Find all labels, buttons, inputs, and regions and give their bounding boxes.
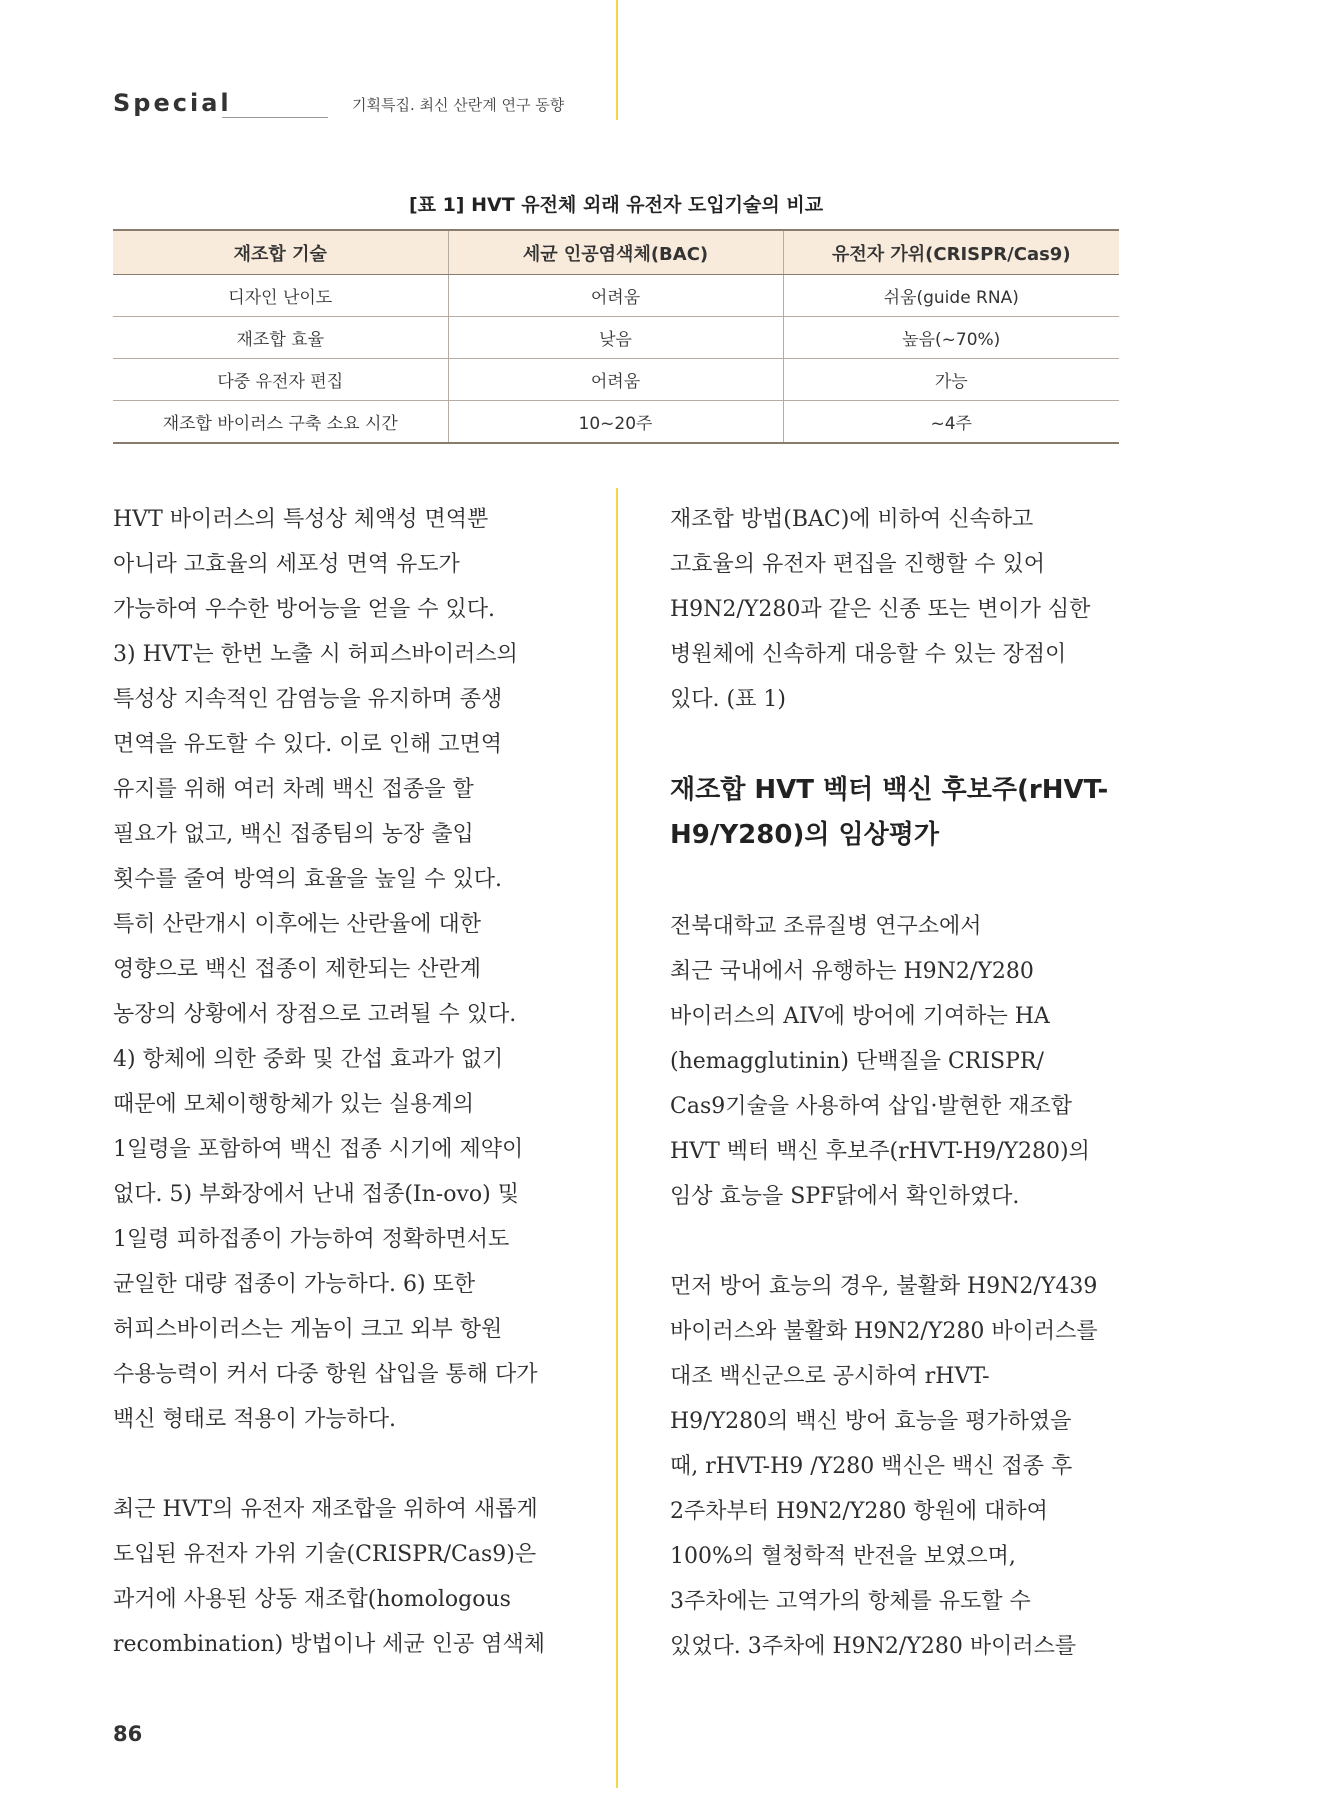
text-line: 없다. 5) 부화장에서 난내 접종(In-ovo) 및: [113, 1182, 519, 1207]
text-line: 아니라 고효율의 세포성 면역 유도가: [113, 552, 460, 577]
text-line: 필요가 없고, 백신 접종팀의 농장 출입: [113, 822, 474, 847]
text-line: H9N2/Y280과 같은 신종 또는 변이가 심한: [670, 597, 1091, 622]
right-column-intro: [670, 497, 1130, 722]
text-line: 면역을 유도할 수 있다. 이로 인해 고면역: [113, 732, 502, 757]
table-cell: 다중 유전자 편집: [113, 359, 448, 401]
text-line: 가능하여 우수한 방어능을 얻을 수 있다.: [113, 597, 495, 622]
table-cell: 재조합 바이러스 구축 소요 시간: [113, 401, 448, 444]
text-line: (hemagglutinin) 단백질을 CRISPR/: [670, 1049, 1044, 1074]
section-label: Special: [113, 89, 232, 117]
text-line: 고효율의 유전자 편집을 진행할 수 있어: [670, 552, 1045, 577]
text-line: 특히 산란개시 이후에는 산란율에 대한: [113, 912, 482, 937]
text-line: 도입된 유전자 가위 기술(CRISPR/Cas9)은: [113, 1542, 537, 1567]
table-cell: 높음(~70%): [783, 317, 1119, 359]
table-cell: 가능: [783, 359, 1119, 401]
paragraph-gap: [113, 1442, 573, 1487]
table-row: [113, 359, 1119, 401]
table-cell: 디자인 난이도: [113, 275, 448, 317]
text-line: 균일한 대량 접종이 가능하다. 6) 또한: [113, 1272, 476, 1297]
text-line: 재조합 방법(BAC)에 비하여 신속하고: [670, 507, 1034, 532]
text-line: HVT 바이러스의 특성상 체액성 면역뿐: [113, 507, 489, 532]
table-row: [113, 401, 1119, 444]
paragraph-gap: [670, 1219, 1130, 1264]
text-line: 먼저 방어 효능의 경우, 불활화 H9N2/Y439: [670, 1274, 1098, 1299]
text-line: 농장의 상황에서 장점으로 고려될 수 있다.: [113, 1002, 517, 1027]
section-heading: [670, 768, 1130, 858]
page-number: 86: [113, 1722, 143, 1746]
text-line: 임상 효능을 SPF닭에서 확인하였다.: [670, 1184, 1020, 1209]
table-row: [113, 275, 1119, 317]
text-line: 최근 HVT의 유전자 재조합을 위하여 새롭게: [113, 1497, 538, 1522]
body-paragraph: [113, 1487, 573, 1667]
table-header-cell: 유전자 가위(CRISPR/Cas9): [783, 230, 1119, 275]
text-line: 1일령 피하접종이 가능하여 정확하면서도: [113, 1227, 510, 1252]
text-line: 바이러스와 불활화 H9N2/Y280 바이러스를: [670, 1319, 1098, 1344]
body-paragraph: [670, 497, 1130, 722]
text-line: 영향으로 백신 접종이 제한되는 산란계: [113, 957, 482, 982]
text-line: 4) 항체에 의한 중화 및 간섭 효과가 없기: [113, 1047, 504, 1072]
text-line: 백신 형태로 적용이 가능하다.: [113, 1407, 396, 1432]
body-paragraph: [670, 1264, 1130, 1669]
heading-line: 재조합 HVT 벡터 백신 후보주(rHVT-: [670, 775, 1109, 805]
text-line: 횟수를 줄여 방역의 효율을 높일 수 있다.: [113, 867, 502, 892]
text-line: 수용능력이 커서 다중 항원 삽입을 통해 다가: [113, 1362, 538, 1387]
text-line: 바이러스의 AIV에 방어에 기여하는 HA: [670, 1004, 1050, 1029]
table-cell: ~4주: [783, 401, 1119, 444]
text-line: 때, rHVT-H9 /Y280 백신은 백신 접종 후: [670, 1454, 1073, 1479]
column-divider: [616, 488, 618, 1788]
header-rule: [222, 117, 328, 118]
text-line: 전북대학교 조류질병 연구소에서: [670, 914, 982, 939]
text-line: 2주차부터 H9N2/Y280 항원에 대하여: [670, 1499, 1048, 1524]
table-cell: 쉬움(guide RNA): [783, 275, 1119, 317]
body-paragraph: [670, 904, 1130, 1219]
heading-line: H9/Y280)의 임상평가: [670, 820, 939, 850]
text-line: Cas9기술을 사용하여 삽입·발현한 재조합: [670, 1094, 1072, 1119]
text-line: 대조 백신군으로 공시하여 rHVT-: [670, 1364, 990, 1389]
table-header-cell: 재조합 기술: [113, 230, 448, 275]
table-cell: 재조합 효율: [113, 317, 448, 359]
text-line: 100%의 혈청학적 반전을 보였으며,: [670, 1544, 1016, 1569]
text-line: 특성상 지속적인 감염능을 유지하며 종생: [113, 687, 503, 712]
table-row: [113, 317, 1119, 359]
text-line: 있었다. 3주차에 H9N2/Y280 바이러스를: [670, 1634, 1077, 1659]
text-line: 1일령을 포함하여 백신 접종 시기에 제약이: [113, 1137, 524, 1162]
section-subtitle: 기획특집. 최신 산란계 연구 동향: [352, 96, 565, 114]
text-line: 병원체에 신속하게 대응할 수 있는 장점이: [670, 642, 1067, 667]
column-divider-top: [616, 0, 618, 120]
text-line: 최근 국내에서 유행하는 H9N2/Y280: [670, 959, 1034, 984]
table-cell: 10~20주: [448, 401, 783, 444]
left-column: [113, 497, 573, 1667]
text-line: 있다. (표 1): [670, 687, 786, 712]
table-header-row: [113, 230, 1119, 275]
text-line: 허피스바이러스는 게놈이 크고 외부 항원: [113, 1317, 503, 1342]
comparison-table: [113, 229, 1119, 444]
text-line: 때문에 모체이행항체가 있는 실용계의: [113, 1092, 475, 1117]
table-header-cell: 세균 인공염색체(BAC): [448, 230, 783, 275]
text-line: 유지를 위해 여러 차례 백신 접종을 할: [113, 777, 474, 802]
table-cell: 어려움: [448, 275, 783, 317]
table-caption: [표 1] HVT 유전체 외래 유전자 도입기술의 비교: [408, 194, 824, 216]
table-cell: 낮음: [448, 317, 783, 359]
text-line: 3) HVT는 한번 노출 시 허피스바이러스의: [113, 642, 518, 667]
text-line: 과거에 사용된 상동 재조합(homologous: [113, 1587, 511, 1612]
text-line: H9/Y280의 백신 방어 효능을 평가하였을: [670, 1409, 1072, 1434]
right-column-body: [670, 904, 1130, 1669]
table-cell: 어려움: [448, 359, 783, 401]
body-paragraph: [113, 497, 573, 1442]
text-line: HVT 벡터 백신 후보주(rHVT-H9/Y280)의: [670, 1139, 1090, 1164]
text-line: 3주차에는 고역가의 항체를 유도할 수: [670, 1589, 1031, 1614]
text-line: recombination) 방법이나 세균 인공 염색체: [113, 1632, 545, 1657]
